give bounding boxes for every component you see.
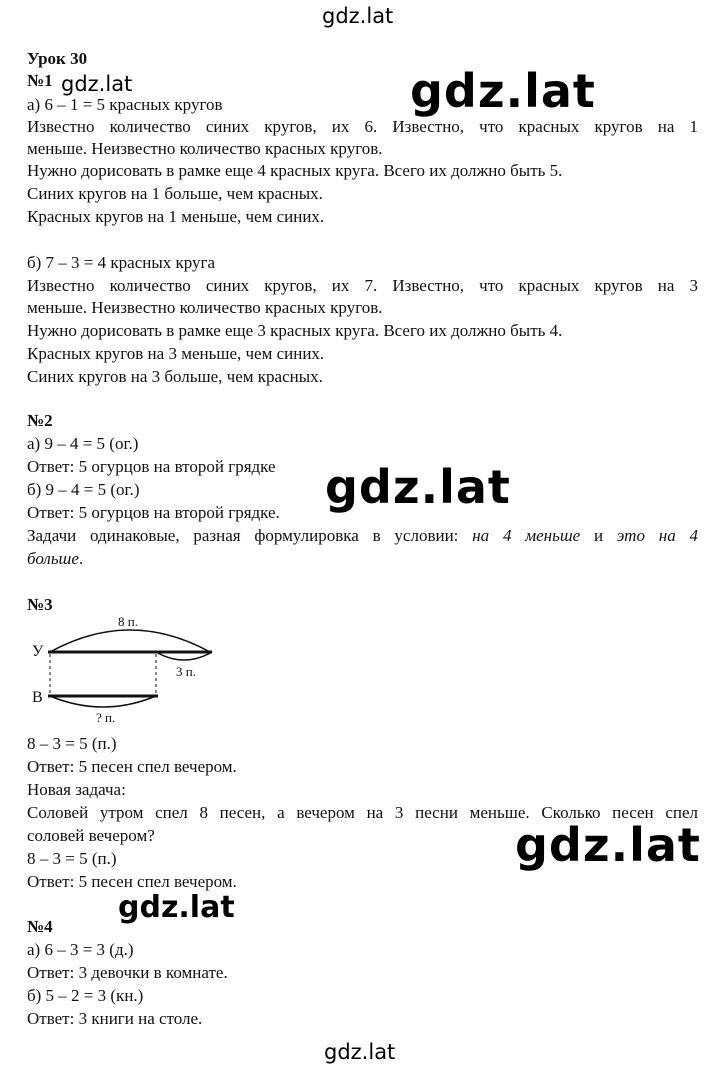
- lesson-title: Урок 30: [27, 49, 88, 68]
- task2-line5-emphasis2: это на 4: [616, 526, 698, 545]
- task2-number: №2: [27, 411, 53, 430]
- task1-b-line1: Известно количество синих кругов, их 7. Известно, что красных кругов на 3: [27, 276, 698, 295]
- diagram-brace-bottom: [50, 696, 156, 707]
- task4-line2: Ответ: 3 девочки в комнате.: [27, 963, 228, 982]
- task4-number: №4: [27, 917, 53, 936]
- task4-line1: а) 6 – 3 = 3 (д.): [27, 940, 134, 959]
- diagram-label-top: 8 п.: [118, 614, 138, 629]
- task3-line2: Ответ: 5 песен спел вечером.: [27, 757, 237, 776]
- watermark-big-1: gdz.lat: [410, 64, 596, 118]
- task1-a-line5: Красных кругов на 1 меньше, чем синих.: [27, 207, 325, 226]
- task2-line2: Ответ: 5 огурцов на второй грядке: [27, 457, 276, 476]
- task1-number: №1: [27, 71, 53, 90]
- task1-a-line2: меньше. Неизвестно количество красных кругов.: [27, 139, 383, 158]
- diagram-row-v: В: [32, 689, 43, 706]
- watermark-bottom: gdz.lat: [324, 1040, 396, 1064]
- task3-line7: Ответ: 5 песен спел вечером.: [27, 872, 237, 891]
- task3-line6: 8 – 3 = 5 (п.): [27, 849, 117, 868]
- task2-line5-emphasis1: на 4 меньше: [472, 526, 581, 545]
- task2-line6-emphasis: больше: [27, 549, 79, 568]
- task2-line3: б) 9 – 4 = 5 (ог.): [27, 480, 140, 499]
- diagram-row-u: У: [32, 643, 44, 660]
- watermark-big-3: gdz.lat: [515, 818, 701, 872]
- diagram-brace-top: [50, 630, 210, 652]
- task4-line3: б) 5 – 2 = 3 (кн.): [27, 986, 144, 1005]
- task1-b-line2: меньше. Неизвестно количество красных кругов.: [27, 298, 383, 317]
- task3-line1: 8 – 3 = 5 (п.): [27, 734, 117, 753]
- task1-b-equation: б) 7 – 3 = 4 красных круга: [27, 253, 216, 272]
- watermark-big-2: gdz.lat: [325, 460, 511, 514]
- task2-line5-conj: и: [580, 526, 617, 545]
- task2-line4: Ответ: 5 огурцов на второй грядке.: [27, 503, 280, 522]
- task1-a-line3: Нужно дорисовать в рамке еще 4 красных круга. Всего их должно быть 5.: [27, 161, 563, 180]
- task3-line5: соловей вечером?: [27, 826, 155, 845]
- task3-line3: Новая задача:: [27, 780, 126, 799]
- task1-b-line3: Нужно дорисовать в рамке еще 3 красных круга. Всего их должно быть 4.: [27, 321, 563, 340]
- watermark-top: gdz.lat: [322, 4, 394, 28]
- task3-segment-diagram: [26, 614, 226, 724]
- task4-line4: Ответ: 3 книги на столе.: [27, 1009, 203, 1028]
- task1-b-line5: Синих кругов на 3 больше, чем красных.: [27, 367, 323, 386]
- task2-line6: [27, 548, 83, 569]
- task2-line5: [27, 525, 698, 546]
- task3-line4: Соловей утром спел 8 песен, а вечером на 3 песни меньше. Сколько песен спел: [27, 803, 698, 822]
- watermark-medium: gdz.lat: [118, 890, 235, 925]
- task1-a-line4: Синих кругов на 1 больше, чем красных.: [27, 184, 323, 203]
- task2-line5-text: Задачи одинаковые, разная формулировка в условии:: [27, 526, 473, 545]
- task1-a-line1: Известно количество синих кругов, их 6. Известно, что красных кругов на 1: [27, 117, 698, 136]
- watermark-inline: gdz.lat: [61, 72, 133, 96]
- task1-b-line4: Красных кругов на 3 меньше, чем синих.: [27, 344, 325, 363]
- task2-line1: а) 9 – 4 = 5 (ог.): [27, 434, 139, 453]
- task1-a-equation: а) 6 – 1 = 5 красных кругов: [27, 95, 223, 114]
- task2-line6-period: .: [78, 549, 84, 568]
- diagram-label-bottom: ? п.: [96, 710, 116, 724]
- diagram-label-right: 3 п.: [176, 664, 196, 679]
- task3-number: №3: [27, 595, 53, 614]
